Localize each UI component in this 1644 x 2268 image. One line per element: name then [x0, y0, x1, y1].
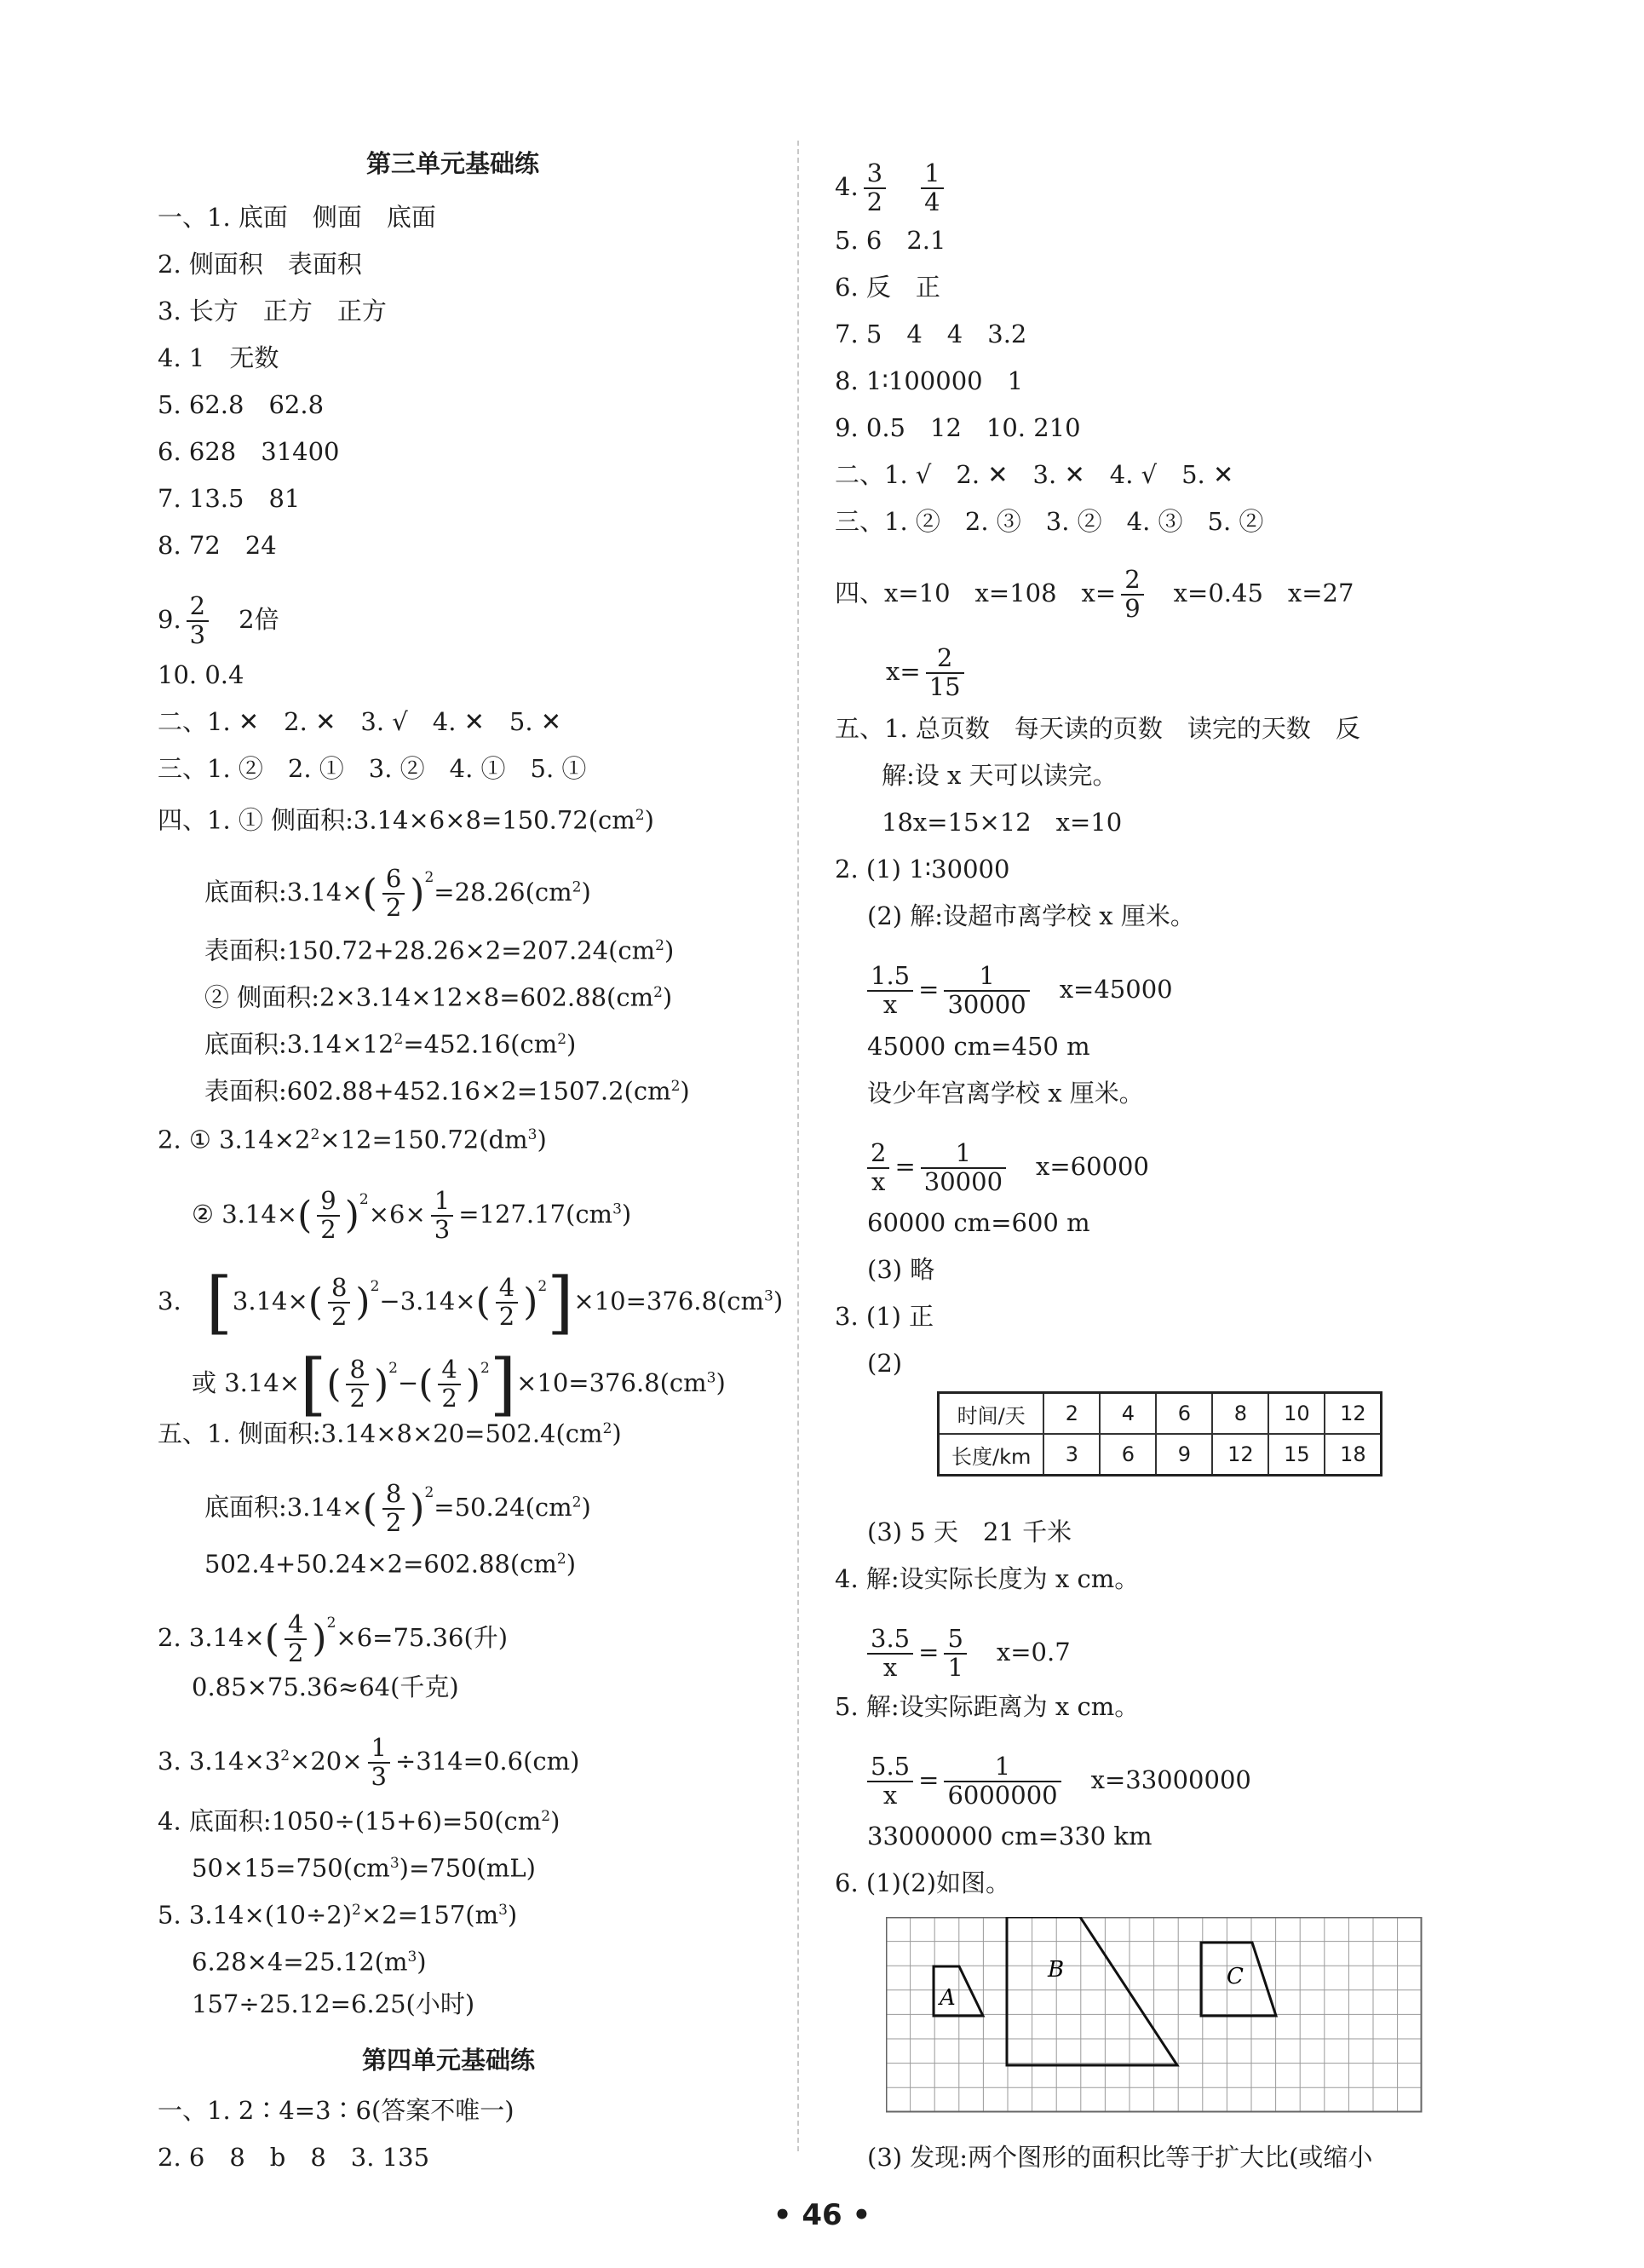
r-section-4-b: x= $\frac{2}{15}$ [886, 645, 969, 701]
u3-section-4-e: 底面积$:3.14\times 12^2=452.16(cm^2)$ [204, 1029, 577, 1059]
u3-q3-a: 3. [3.14×( $\frac{8}{2}$ )$^2$−3.14×( $\frac{4}{2}$ )$^2]\times 10=376.8(cm^3)$ [158, 1263, 784, 1342]
table-cell: 18 [1325, 1434, 1382, 1476]
u3-p5-c: 157÷25.12=6.25(小时) [192, 1989, 475, 2018]
r-section-3: 三、1. ② 2. ③ 3. ② 4. ③ 5. ② [835, 507, 1264, 536]
u3-line-3: 3. 长方 正方 正方 [158, 296, 387, 325]
u3-line-7: 7. 13.5 81 [158, 484, 301, 513]
r-line-4: 4. $\frac{3}{2}$ $\frac{1}{4}$ [835, 160, 949, 216]
u3-section-3: 三、1. ② 2. ① 3. ② 4. ① 5. ① [158, 754, 587, 783]
u3-line-6: 6. 628 31400 [158, 437, 340, 466]
r-w5: (2) 解:设超市离学校 x 厘米。 [867, 901, 1195, 930]
u3-p4-a: 4. 底面积$:1050\div(15+6)=50(cm^2)$ [158, 1806, 560, 1836]
r-line-7: 7. 5 4 4 3.2 [835, 319, 1027, 348]
column-divider [797, 141, 799, 2151]
r-w7: 45000 cm=450 m [867, 1032, 1090, 1061]
r-w13: (2) [867, 1349, 903, 1378]
r-w17: 5. 解:设实际距离为 x cm。 [835, 1692, 1140, 1721]
r-section-2: 二、1. √ 2. ✕ 3. ✕ 4. √ 5. ✕ [835, 460, 1234, 489]
u3-p4-b: $50\times 15=750(cm^3)=750(mL)$ [192, 1853, 536, 1883]
u3-section-5-a: 五、1. 侧面积$:3.14\times 8\times 20=502.4(cm^2)$ [158, 1419, 622, 1448]
grid-figure [886, 1917, 1431, 2121]
u3-section-4-f: 表面积$:602.88+452.16\times 2=1507.2(cm^2)$ [204, 1076, 690, 1106]
u3-p2-a: 2. 3.14×( $\frac{4}{2}$ )$^2$×6=75.36(升) [158, 1609, 509, 1667]
u3-line-9: 9. $\frac{2}{3}$ 2倍 [158, 591, 279, 649]
r-w16: $\frac{3.5}{x}$ = $\frac{5}{1}$ x=0.7 [867, 1626, 1071, 1682]
r-w1: 五、1. 总页数 每天读的页数 读完的天数 反 [835, 714, 1360, 743]
r-line-6: 6. 反 正 [835, 273, 940, 302]
table-cell: 6 [1100, 1434, 1156, 1476]
r-w3: 18x=15×12 x=10 [882, 808, 1123, 837]
r-w8: 设少年宫离学校 x 厘米。 [867, 1079, 1144, 1108]
u4-line-2: 2. 6 8 b 8 3. 135 [158, 2143, 430, 2172]
table-row [939, 1393, 1382, 1435]
r-w11: (3) 略 [867, 1255, 935, 1284]
fraction: $\frac{2}{3}$ [187, 593, 209, 649]
r-w12: 3. (1) 正 [835, 1302, 934, 1331]
u3-line-10: 10. 0.4 [158, 660, 244, 689]
r-w4: 2. (1) 1∶30000 [835, 855, 1010, 884]
r-w15: 4. 解:设实际长度为 x cm。 [835, 1564, 1140, 1593]
table-cell: 6 [1156, 1393, 1212, 1435]
label-a: A [940, 1985, 956, 2011]
u3-q3-b: 或 3.14×[( $\frac{8}{2}$ )$^2$−( $\frac{4}{2}$ )$^2]\times 10=376.8(cm^3)$ [192, 1344, 726, 1424]
r-w9: $\frac{2}{x}$ = $\frac{1}{30000}$ x=60000 [867, 1140, 1149, 1196]
table-cell: 10 [1268, 1393, 1325, 1435]
table-cell: 长度/km [939, 1434, 1044, 1476]
table-cell: 3 [1043, 1434, 1100, 1476]
label-b: B [1048, 1957, 1065, 1983]
table-cell: 9 [1156, 1434, 1212, 1476]
u3-line-1: 一、1. 底面 侧面 底面 [158, 203, 436, 232]
u3-p2-b: 0.85×75.36≈64(千克) [192, 1672, 459, 1701]
table-cell: 12 [1212, 1434, 1268, 1476]
r-line-5: 5. 6 2.1 [835, 226, 946, 255]
r-w18: $\frac{5.5}{x}$ = $\frac{1}{6000000}$ x=33000000 [867, 1753, 1251, 1810]
u3-line-2: 2. 侧面积 表面积 [158, 250, 362, 279]
unit4-title: 第四单元基础练 [362, 2046, 536, 2075]
u4-line-1: 一、1. 2∶4=3∶6(答案不唯一) [158, 2096, 514, 2125]
u3-section-4-b: 底面积:3.14×( $\frac{6}{2}$ )$^2=28.26(cm^2)$ [204, 864, 591, 922]
r-line-9: 9. 0.5 12 10. 210 [835, 413, 1081, 442]
u3-p5-b: $6.28\times 4=25.12(m^3)$ [192, 1947, 427, 1977]
u3-line-4: 4. 1 无数 [158, 343, 279, 372]
u3-p5-a: 5. $3.14\times(10\div 2)^2\times 2=157(m^3)$ [158, 1900, 518, 1930]
page-number: • 46 • [773, 2198, 871, 2232]
r-line-8: 8. 1∶100000 1 [835, 366, 1024, 395]
u3-section-5-c: $502.4+50.24\times 2=602.88(cm^2)$ [204, 1549, 577, 1579]
table-cell: 时间/天 [939, 1393, 1044, 1435]
u3-section-4-a: 四、1. ① 侧面积$:3.14\times 6\times 8=150.72(cm^2)$ [158, 805, 654, 835]
u3-section-4-d: ② 侧面积$:2\times 3.14\times 12\times 8=602.88(cm^2)$ [204, 982, 673, 1012]
u3-section-4-c: 表面积$:150.72+28.26\times 2=207.24(cm^2)$ [204, 935, 675, 965]
table-cell: 8 [1212, 1393, 1268, 1435]
table-cell: 12 [1325, 1393, 1382, 1435]
table-cell: 15 [1268, 1434, 1325, 1476]
r-w21: (3) 发现:两个图形的面积比等于扩大比(或缩小 [867, 2143, 1373, 2172]
u3-q2-a: 2. ① $3.14\times 2^2\times 12=150.72(dm^3)$ [158, 1125, 547, 1154]
u3-q2-b: ② 3.14×( $\frac{9}{2}$ )$^2$×6× $\frac{1}{3}$ $=127.17(cm^3)$ [192, 1186, 632, 1244]
u3-line-5: 5. 62.8 62.8 [158, 390, 325, 419]
r-w6: $\frac{1.5}{x}$ = $\frac{1}{30000}$ x=45000 [867, 963, 1173, 1019]
unit3-title: 第三单元基础练 [366, 149, 540, 178]
r-w20: 6. (1)(2)如图。 [835, 1868, 1011, 1897]
r-w14: (3) 5 天 21 千米 [867, 1517, 1072, 1546]
table-cell: 4 [1100, 1393, 1156, 1435]
u3-line-8: 8. 72 24 [158, 531, 277, 560]
r-w10: 60000 cm=600 m [867, 1208, 1090, 1237]
grid-lines [886, 1917, 1421, 2111]
table-row [939, 1434, 1382, 1476]
u3-section-2: 二、1. ✕ 2. ✕ 3. √ 4. ✕ 5. ✕ [158, 707, 562, 736]
label-c: C [1227, 1964, 1244, 1989]
time-length-table [937, 1391, 1382, 1477]
u3-section-5-b: 底面积:3.14×( $\frac{8}{2}$ )$^2=50.24(cm^2)$ [204, 1479, 591, 1537]
table-cell: 2 [1043, 1393, 1100, 1435]
u3-p3-a: 3. $3.14\times 3^2\times 20\times$ $\frac{1}{3}$ ÷314=0.6(cm) [158, 1733, 580, 1791]
r-w19: 33000000 cm=330 km [867, 1822, 1153, 1851]
r-w2: 解:设 x 天可以读完。 [882, 761, 1118, 790]
r-section-4: 四、x=10 x=108 x= $\frac{2}{9}$ x=0.45 x=27 [835, 565, 1354, 623]
